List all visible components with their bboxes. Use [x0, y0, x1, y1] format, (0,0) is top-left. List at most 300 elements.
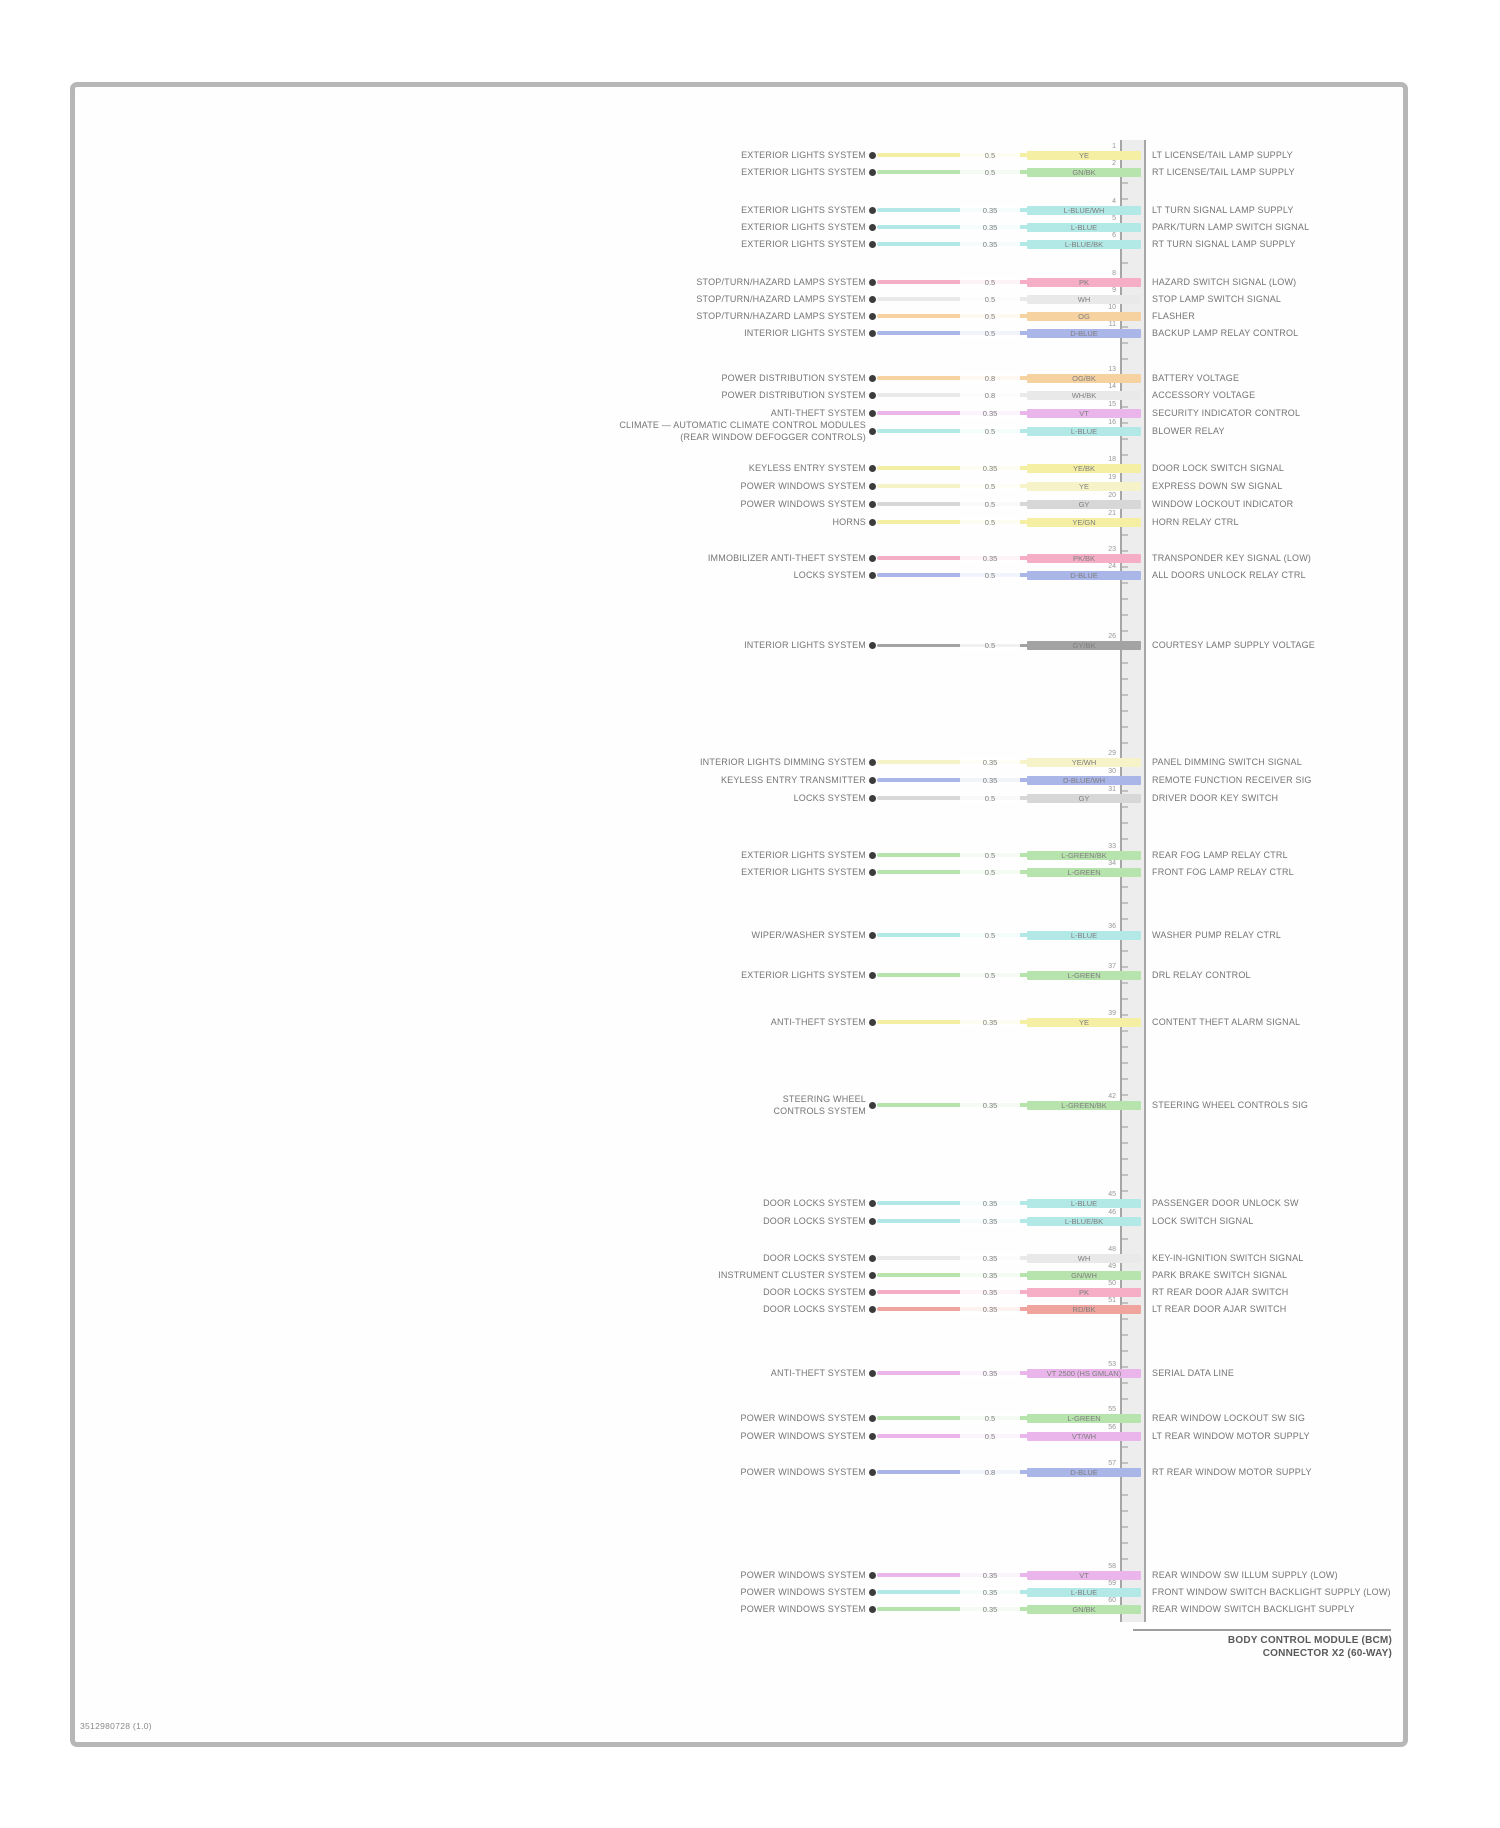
pin-number: 18	[1108, 456, 1116, 463]
wire-gauge-label: 0.8	[960, 391, 1020, 400]
wire-color-label: YE/WH	[1027, 758, 1141, 767]
connector-pin-tick	[1122, 662, 1128, 664]
wire-terminal-dot	[869, 501, 876, 508]
wire-gauge-label: 0.35	[960, 1288, 1020, 1297]
pin-number: 21	[1108, 510, 1116, 517]
system-label	[306, 866, 866, 878]
wire-color-label: PK/BK	[1027, 554, 1141, 563]
connector-pin-tick	[1122, 1398, 1128, 1400]
connector-pin-tick	[1122, 182, 1128, 184]
pin-function-label: BLOWER RELAY	[1152, 426, 1225, 436]
connector-pin-tick	[1122, 342, 1128, 344]
system-label	[306, 310, 866, 322]
pin-number: 48	[1108, 1246, 1116, 1253]
pin-function-label: DRL RELAY CONTROL	[1152, 970, 1251, 980]
wire-color-label: L-GREEN	[1027, 971, 1141, 980]
wire-terminal-dot	[869, 410, 876, 417]
pin-number: 34	[1108, 860, 1116, 867]
wire-color-label: YE	[1027, 482, 1141, 491]
wire-gauge-label: 0.5	[960, 312, 1020, 321]
wire-terminal-dot	[869, 169, 876, 176]
wire-color-label: WH	[1027, 295, 1141, 304]
pin-number: 6	[1112, 232, 1116, 239]
pin-function-label: FRONT WINDOW SWITCH BACKLIGHT SUPPLY (LOW)	[1152, 1587, 1391, 1597]
system-label	[306, 516, 866, 528]
connector-pin-tick	[1122, 326, 1128, 328]
wire-terminal-dot	[869, 572, 876, 579]
system-label-line: DOOR LOCKS SYSTEM	[763, 1287, 866, 1297]
wire-gauge-label: 0.5	[960, 151, 1020, 160]
pin-number: 60	[1108, 1597, 1116, 1604]
pin-function-label: LT REAR WINDOW MOTOR SUPPLY	[1152, 1431, 1310, 1441]
pin-function-label: STOP LAMP SWITCH SIGNAL	[1152, 294, 1282, 304]
wire-terminal-dot	[869, 375, 876, 382]
wire-color-label: L-GREEN/BK	[1027, 851, 1141, 860]
pin-function-label: REAR WINDOW SW ILLUM SUPPLY (LOW)	[1152, 1570, 1338, 1580]
wire-gauge-label: 0.5	[960, 641, 1020, 650]
system-label	[306, 774, 866, 786]
system-label-line: POWER DISTRIBUTION SYSTEM	[721, 373, 866, 383]
wire-gauge-label: 0.35	[960, 223, 1020, 232]
wire-terminal-dot	[869, 555, 876, 562]
wire-color-label: GY	[1027, 500, 1141, 509]
wire-terminal-dot	[869, 330, 876, 337]
system-label	[306, 969, 866, 981]
pin-function-label: RT REAR WINDOW MOTOR SUPPLY	[1152, 1467, 1312, 1477]
system-label-line: HORNS	[832, 517, 866, 527]
system-label-line: DOOR LOCKS SYSTEM	[763, 1216, 866, 1226]
system-label	[306, 149, 866, 161]
wire-gauge-label: 0.5	[960, 329, 1020, 338]
wire-color-label: L-BLUE/WH	[1027, 206, 1141, 215]
connector-pin-tick	[1122, 262, 1128, 264]
wire-terminal-dot	[869, 1019, 876, 1026]
wire-color-label: D-BLUE	[1027, 571, 1141, 580]
pin-function-label: EXPRESS DOWN SW SIGNAL	[1152, 481, 1283, 491]
wire-color-label: OG/BK	[1027, 374, 1141, 383]
wire-color-label: YE/GN	[1027, 518, 1141, 527]
system-label	[306, 293, 866, 305]
pin-function-label: PARK/TURN LAMP SWITCH SIGNAL	[1152, 222, 1310, 232]
system-label-line: INSTRUMENT CLUSTER SYSTEM	[718, 1270, 866, 1280]
wire-terminal-dot	[869, 152, 876, 159]
connector-pin-tick	[1122, 1510, 1128, 1512]
system-label-line: POWER WINDOWS SYSTEM	[740, 1413, 866, 1423]
connector-pin-tick	[1122, 1334, 1128, 1336]
connector-pin-tick	[1122, 838, 1128, 840]
wire-terminal-dot	[869, 1572, 876, 1579]
wire-terminal-dot	[869, 932, 876, 939]
wire-terminal-dot	[869, 465, 876, 472]
wire-color-label: GN/WH	[1027, 1271, 1141, 1280]
connector-pin-tick	[1122, 1462, 1128, 1464]
pin-function-label: HAZARD SWITCH SIGNAL (LOW)	[1152, 277, 1297, 287]
system-label	[306, 407, 866, 419]
wire-gauge-label: 0.8	[960, 374, 1020, 383]
system-label	[306, 1303, 866, 1315]
system-label	[306, 419, 866, 443]
wire-terminal-dot	[869, 642, 876, 649]
system-label-line: POWER WINDOWS SYSTEM	[740, 1570, 866, 1580]
connector-pin-tick	[1122, 678, 1128, 680]
pin-function-label: RT LICENSE/TAIL LAMP SUPPLY	[1152, 167, 1295, 177]
connector-pin-tick	[1122, 806, 1128, 808]
connector-pin-tick	[1122, 1318, 1128, 1320]
system-label-line: DOOR LOCKS SYSTEM	[763, 1304, 866, 1314]
system-label	[306, 849, 866, 861]
system-label-line: DOOR LOCKS SYSTEM	[763, 1198, 866, 1208]
system-label-line: STOP/TURN/HAZARD LAMPS SYSTEM	[696, 294, 866, 304]
pin-function-label: PARK BRAKE SWITCH SIGNAL	[1152, 1270, 1288, 1280]
system-label-line: EXTERIOR LIGHTS SYSTEM	[741, 167, 866, 177]
pin-number: 24	[1108, 563, 1116, 570]
pin-number: 5	[1112, 215, 1116, 222]
pin-function-label: REAR WINDOW SWITCH BACKLIGHT SUPPLY	[1152, 1604, 1355, 1614]
pin-number: 51	[1108, 1297, 1116, 1304]
pin-function-label: SECURITY INDICATOR CONTROL	[1152, 408, 1301, 418]
connector-pin-tick	[1122, 790, 1128, 792]
wire-color-label: VT/WH	[1027, 1432, 1141, 1441]
system-label	[306, 569, 866, 581]
connector-pin-tick	[1122, 822, 1128, 824]
pin-number: 2	[1112, 160, 1116, 167]
pin-number: 49	[1108, 1263, 1116, 1270]
system-label-line: LOCKS SYSTEM	[793, 793, 866, 803]
pin-function-label: RT REAR DOOR AJAR SWITCH	[1152, 1287, 1289, 1297]
wire-terminal-dot	[869, 1255, 876, 1262]
wire-gauge-label: 0.5	[960, 278, 1020, 287]
wire-gauge-label: 0.5	[960, 851, 1020, 860]
system-label-line: POWER WINDOWS SYSTEM	[740, 1467, 866, 1477]
system-label	[306, 1569, 866, 1581]
system-label	[306, 238, 866, 250]
system-label	[306, 929, 866, 941]
wire-gauge-label: 0.5	[960, 295, 1020, 304]
wire-color-label: GY	[1027, 794, 1141, 803]
wire-terminal-dot	[869, 1102, 876, 1109]
wire-gauge-label: 0.5	[960, 482, 1020, 491]
connector-pin-tick	[1122, 422, 1128, 424]
wire-gauge-label: 0.35	[960, 1101, 1020, 1110]
pin-number: 56	[1108, 1424, 1116, 1431]
wire-gauge-label: 0.35	[960, 240, 1020, 249]
pin-function-label: WINDOW LOCKOUT INDICATOR	[1152, 499, 1294, 509]
system-label	[306, 166, 866, 178]
system-label	[306, 1430, 866, 1442]
wire-gauge-label: 0.5	[960, 868, 1020, 877]
system-label	[306, 1412, 866, 1424]
wire-gauge-label: 0.35	[960, 1588, 1020, 1597]
wire-color-label: WH/BK	[1027, 391, 1141, 400]
connector-pin-tick	[1122, 694, 1128, 696]
wire-gauge-label: 0.35	[960, 1571, 1020, 1580]
wire-gauge-label: 0.35	[960, 1217, 1020, 1226]
pin-function-label: LT REAR DOOR AJAR SWITCH	[1152, 1304, 1287, 1314]
system-label-line: EXTERIOR LIGHTS SYSTEM	[741, 222, 866, 232]
system-label-line: ANTI-THEFT SYSTEM	[770, 1017, 866, 1027]
pin-number: 55	[1108, 1406, 1116, 1413]
system-label	[306, 1093, 866, 1117]
system-label	[306, 792, 866, 804]
pin-function-label: REAR FOG LAMP RELAY CTRL	[1152, 850, 1288, 860]
connector-pin-tick	[1122, 742, 1128, 744]
connector-pin-tick	[1122, 582, 1128, 584]
pin-number: 30	[1108, 768, 1116, 775]
wire-color-label: OG	[1027, 312, 1141, 321]
connector-pin-tick	[1122, 1446, 1128, 1448]
connector-pin-tick	[1122, 1142, 1128, 1144]
system-label	[306, 372, 866, 384]
system-label-line: POWER WINDOWS SYSTEM	[740, 499, 866, 509]
wire-color-label: VT	[1027, 1571, 1141, 1580]
connector-pin-tick	[1122, 1526, 1128, 1528]
connector-pin-tick	[1122, 454, 1128, 456]
wire-color-label: GY/BK	[1027, 641, 1141, 650]
system-label	[306, 756, 866, 768]
pin-number: 50	[1108, 1280, 1116, 1287]
connector-pin-tick	[1122, 902, 1128, 904]
wire-terminal-dot	[869, 1289, 876, 1296]
wire-color-label: L-BLUE	[1027, 1588, 1141, 1597]
system-label-line: EXTERIOR LIGHTS SYSTEM	[741, 850, 866, 860]
pin-number: 16	[1108, 419, 1116, 426]
connector-pin-tick	[1122, 998, 1128, 1000]
pin-number: 39	[1108, 1010, 1116, 1017]
pin-function-label: STEERING WHEEL CONTROLS SIG	[1152, 1100, 1309, 1110]
system-label-line: EXTERIOR LIGHTS SYSTEM	[741, 970, 866, 980]
pin-function-label: DRIVER DOOR KEY SWITCH	[1152, 793, 1279, 803]
connector-pin-tick	[1122, 1190, 1128, 1192]
system-label	[306, 462, 866, 474]
pin-function-label: WASHER PUMP RELAY CTRL	[1152, 930, 1282, 940]
wire-gauge-label: 0.35	[960, 1018, 1020, 1027]
wire-terminal-dot	[869, 1433, 876, 1440]
wire-color-label: L-BLUE	[1027, 223, 1141, 232]
pin-number: 19	[1108, 474, 1116, 481]
pin-function-label: DOOR LOCK SWITCH SIGNAL	[1152, 463, 1285, 473]
connector-pin-tick	[1122, 1558, 1128, 1560]
wire-gauge-label: 0.35	[960, 776, 1020, 785]
system-label	[306, 552, 866, 564]
wire-terminal-dot	[869, 224, 876, 231]
system-label-line: POWER WINDOWS SYSTEM	[740, 1604, 866, 1614]
system-label-line: STOP/TURN/HAZARD LAMPS SYSTEM	[696, 311, 866, 321]
wire-terminal-dot	[869, 1218, 876, 1225]
system-label	[306, 1586, 866, 1598]
system-label	[306, 1269, 866, 1281]
pin-function-label: PASSENGER DOOR UNLOCK SW	[1152, 1198, 1299, 1208]
pin-function-label: LT LICENSE/TAIL LAMP SUPPLY	[1152, 150, 1293, 160]
pin-function-label: KEY-IN-IGNITION SWITCH SIGNAL	[1152, 1253, 1304, 1263]
connector-pin-tick	[1122, 1126, 1128, 1128]
wire-terminal-dot	[869, 869, 876, 876]
connector-pin-tick	[1122, 1350, 1128, 1352]
pin-number: 11	[1108, 321, 1116, 328]
connector-pin-tick	[1122, 950, 1128, 952]
wire-color-label: YE	[1027, 151, 1141, 160]
wire-color-label: L-GREEN	[1027, 868, 1141, 877]
wire-gauge-label: 0.8	[960, 1468, 1020, 1477]
system-label-line: WIPER/WASHER SYSTEM	[751, 930, 866, 940]
pin-number: 13	[1108, 366, 1116, 373]
wire-color-label: RD/BK	[1027, 1305, 1141, 1314]
wire-color-label: L-BLUE	[1027, 1199, 1141, 1208]
system-label-line: INTERIOR LIGHTS SYSTEM	[744, 640, 866, 650]
system-label-line: IMMOBILIZER ANTI-THEFT SYSTEM	[707, 553, 866, 563]
pin-function-label: PANEL DIMMING SWITCH SIGNAL	[1152, 757, 1302, 767]
wire-terminal-dot	[869, 972, 876, 979]
pin-function-label: ALL DOORS UNLOCK RELAY CTRL	[1152, 570, 1306, 580]
system-label-line: CONTROLS SYSTEM	[773, 1106, 866, 1116]
pin-number: 53	[1108, 1361, 1116, 1368]
connector-pin-tick	[1122, 614, 1128, 616]
wire-terminal-dot	[869, 519, 876, 526]
system-label-line: STEERING WHEEL	[782, 1094, 866, 1104]
wire-terminal-dot	[869, 428, 876, 435]
wire-gauge-label: 0.35	[960, 409, 1020, 418]
wire-gauge-label: 0.5	[960, 971, 1020, 980]
connector-pin-tick	[1122, 1494, 1128, 1496]
system-label-line: CLIMATE — AUTOMATIC CLIMATE CONTROL MODULES	[619, 420, 866, 430]
wire-color-label: GN/BK	[1027, 1605, 1141, 1614]
pin-number: 9	[1112, 287, 1116, 294]
wire-color-label: PK	[1027, 1288, 1141, 1297]
system-label-line: POWER DISTRIBUTION SYSTEM	[721, 390, 866, 400]
connector-pin-tick	[1122, 406, 1128, 408]
wire-gauge-label: 0.5	[960, 518, 1020, 527]
pin-number: 8	[1112, 270, 1116, 277]
connector-caption	[1072, 1634, 1392, 1660]
connector-pin-tick	[1122, 1046, 1128, 1048]
caption-line-2: CONNECTOR X2 (60-WAY)	[1262, 1648, 1392, 1659]
pin-number: 59	[1108, 1580, 1116, 1587]
connector-caption-line	[1133, 1629, 1391, 1631]
wire-terminal-dot	[869, 777, 876, 784]
pin-function-label: BACKUP LAMP RELAY CONTROL	[1152, 328, 1299, 338]
wire-gauge-label: 0.35	[960, 1199, 1020, 1208]
wire-gauge-label: 0.35	[960, 554, 1020, 563]
system-label-line: POWER WINDOWS SYSTEM	[740, 481, 866, 491]
wire-color-label: L-BLUE	[1027, 931, 1141, 940]
system-label	[306, 1603, 866, 1615]
system-label-line: EXTERIOR LIGHTS SYSTEM	[741, 205, 866, 215]
system-label-line: INTERIOR LIGHTS SYSTEM	[744, 328, 866, 338]
wire-color-label: VT	[1027, 409, 1141, 418]
connector-pin-tick	[1122, 630, 1128, 632]
connector-pin-tick	[1122, 982, 1128, 984]
system-label	[306, 1016, 866, 1028]
pin-number: 1	[1112, 143, 1116, 150]
wire-color-label: D-BLUE	[1027, 1468, 1141, 1477]
pin-function-label: LOCK SWITCH SIGNAL	[1152, 1216, 1254, 1226]
pin-function-label: RT TURN SIGNAL LAMP SUPPLY	[1152, 239, 1296, 249]
pin-number: 14	[1108, 383, 1116, 390]
wire-terminal-dot	[869, 1469, 876, 1476]
wire-terminal-dot	[869, 1306, 876, 1313]
connector-pin-tick	[1122, 886, 1128, 888]
pin-number: 26	[1108, 633, 1116, 640]
wire-gauge-label: 0.5	[960, 794, 1020, 803]
pin-number: 42	[1108, 1093, 1116, 1100]
wire-color-label: D-BLUE/WH	[1027, 776, 1141, 785]
pin-number: 4	[1112, 198, 1116, 205]
wire-gauge-label: 0.35	[960, 1305, 1020, 1314]
wire-color-label: L-BLUE	[1027, 427, 1141, 436]
wire-gauge-label: 0.35	[960, 1369, 1020, 1378]
wire-terminal-dot	[869, 296, 876, 303]
wire-terminal-dot	[869, 1606, 876, 1613]
connector-pin-tick	[1122, 1382, 1128, 1384]
system-label-line: (REAR WINDOW DEFOGGER CONTROLS)	[680, 432, 866, 442]
wire-gauge-label: 0.35	[960, 464, 1020, 473]
system-label-line: KEYLESS ENTRY TRANSMITTER	[720, 775, 866, 785]
connector-pin-tick	[1122, 598, 1128, 600]
connector-pin-tick	[1122, 1366, 1128, 1368]
pin-number: 36	[1108, 923, 1116, 930]
wire-gauge-label: 0.35	[960, 206, 1020, 215]
connector-pin-tick	[1122, 1302, 1128, 1304]
wire-terminal-dot	[869, 1272, 876, 1279]
pin-number: 37	[1108, 963, 1116, 970]
wire-gauge-label: 0.5	[960, 1432, 1020, 1441]
pin-function-label: CONTENT THEFT ALARM SIGNAL	[1152, 1017, 1301, 1027]
wire-terminal-dot	[869, 483, 876, 490]
wire-terminal-dot	[869, 392, 876, 399]
pin-function-label: TRANSPONDER KEY SIGNAL (LOW)	[1152, 553, 1312, 563]
pin-number: 57	[1108, 1460, 1116, 1467]
wire-terminal-dot	[869, 207, 876, 214]
wire-color-label: PK	[1027, 278, 1141, 287]
wire-terminal-dot	[869, 313, 876, 320]
pin-number: 29	[1108, 750, 1116, 757]
system-label-line: INTERIOR LIGHTS DIMMING SYSTEM	[699, 757, 866, 767]
system-label-line: STOP/TURN/HAZARD LAMPS SYSTEM	[696, 277, 866, 287]
pin-function-label: ACCESSORY VOLTAGE	[1152, 390, 1256, 400]
system-label-line: POWER WINDOWS SYSTEM	[740, 1587, 866, 1597]
system-label-line: LOCKS SYSTEM	[793, 570, 866, 580]
system-label	[306, 498, 866, 510]
wire-gauge-label: 0.35	[960, 1605, 1020, 1614]
pin-number: 46	[1108, 1209, 1116, 1216]
wire-color-label: L-GREEN/BK	[1027, 1101, 1141, 1110]
system-label	[306, 1252, 866, 1264]
pin-function-label: LT TURN SIGNAL LAMP SUPPLY	[1152, 205, 1294, 215]
connector-pin-tick	[1122, 1094, 1128, 1096]
wire-color-label: L-BLUE/BK	[1027, 240, 1141, 249]
system-label	[306, 1286, 866, 1298]
system-label-line: EXTERIOR LIGHTS SYSTEM	[741, 150, 866, 160]
wire-terminal-dot	[869, 241, 876, 248]
pin-function-label: REAR WINDOW LOCKOUT SW SIG	[1152, 1413, 1306, 1423]
connector-pin-tick	[1122, 198, 1128, 200]
connector-pin-tick	[1122, 726, 1128, 728]
pin-number: 20	[1108, 492, 1116, 499]
system-label	[306, 204, 866, 216]
connector-pin-tick	[1122, 1542, 1128, 1544]
connector-pin-tick	[1122, 438, 1128, 440]
pin-number: 23	[1108, 546, 1116, 553]
system-label	[306, 480, 866, 492]
pin-function-label: SERIAL DATA LINE	[1152, 1368, 1235, 1378]
wire-gauge-label: 0.5	[960, 1414, 1020, 1423]
system-label	[306, 639, 866, 651]
system-label	[306, 1197, 866, 1209]
wire-gauge-label: 0.35	[960, 1254, 1020, 1263]
wire-color-label: L-GREEN	[1027, 1414, 1141, 1423]
wire-color-label: VT 2500 (HS GMLAN)	[1027, 1369, 1141, 1378]
system-label	[306, 276, 866, 288]
system-label	[306, 221, 866, 233]
